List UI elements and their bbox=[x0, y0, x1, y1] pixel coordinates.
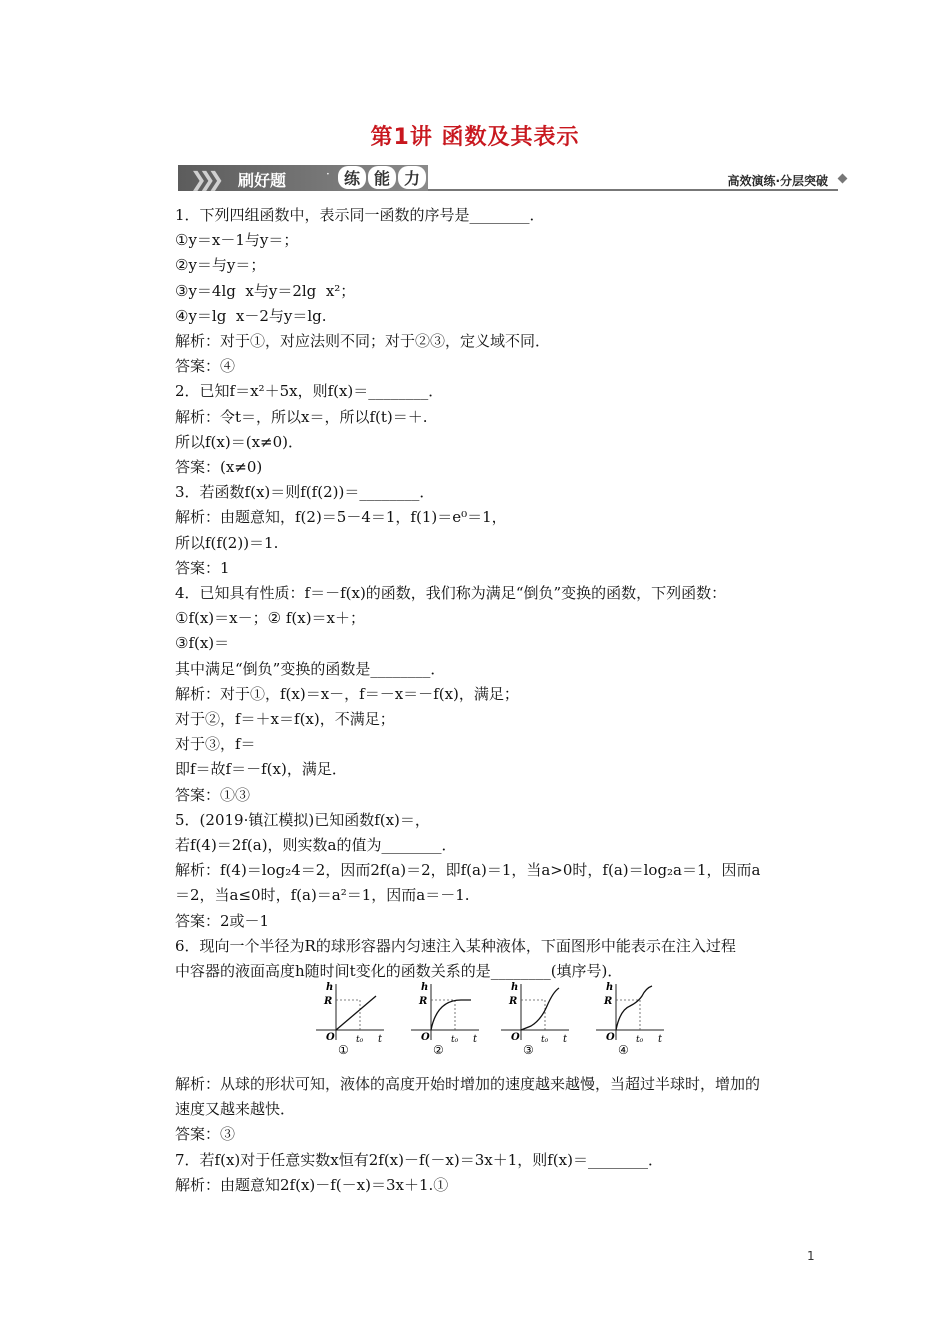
banner-chip: 练 bbox=[338, 166, 366, 189]
label-origin: O bbox=[421, 1032, 430, 1043]
label-origin: O bbox=[326, 1032, 335, 1043]
text-line: 解析：由题意知2f(x)－f(－x)＝3x＋1.① bbox=[175, 1175, 449, 1194]
axis-label-h: h bbox=[606, 982, 614, 993]
text-line: 2．已知f＝x²＋5x，则f(x)＝________． bbox=[175, 382, 444, 401]
text-line: ④y＝lg x－2与y＝lg. bbox=[175, 306, 327, 325]
label-t0: t₀ bbox=[541, 1035, 549, 1045]
figure-row bbox=[312, 980, 672, 1055]
label-r: R bbox=[324, 996, 333, 1007]
text-line: 解析：从球的形状可知，液体的高度开始时增加的速度越来越慢，当超过半球时，增加的 bbox=[175, 1075, 761, 1093]
text-line: ②y＝与y＝； bbox=[175, 256, 266, 275]
text-line: 解析：令t＝，所以x＝，所以f(t)＝＋. bbox=[175, 407, 428, 426]
text-line: 速度又越来越快． bbox=[175, 1100, 296, 1119]
chevron-right-icon: ❯❯❯ bbox=[190, 167, 217, 191]
text-line: 5．(2019·镇江模拟)已知函数f(x)＝， bbox=[175, 810, 430, 829]
text-line: 其中满足“倒负”变换的函数是________． bbox=[175, 659, 446, 678]
axis-label-h: h bbox=[326, 982, 334, 993]
text-line: 7．若f(x)对于任意实数x恒有2f(x)－f(－x)＝3x＋1，则f(x)＝________． bbox=[175, 1150, 663, 1169]
page-title: 第1讲 函数及其表示 bbox=[370, 125, 580, 150]
text-line: 答案：③ bbox=[175, 1125, 236, 1144]
page-number: 1 bbox=[807, 1249, 815, 1263]
text-line: 解析：对于①，f(x)＝x－，f＝－x＝－f(x)，满足； bbox=[175, 684, 519, 703]
text-line: ①y＝x－1与y＝； bbox=[175, 231, 299, 250]
axis-label-t: t bbox=[563, 1034, 568, 1045]
label-r: R bbox=[509, 996, 518, 1007]
text-line: 解析：f(4)＝log₂4＝2，因而2f(a)＝2，即f(a)＝1，当a>0时，f(a)＝log₂a＝1，因而a bbox=[175, 861, 761, 880]
text-line: 1．下列四组函数中，表示同一函数的序号是________． bbox=[175, 206, 545, 224]
banner-dot: · bbox=[326, 167, 330, 181]
label-t0: t₀ bbox=[636, 1035, 644, 1045]
exercise-body bbox=[175, 203, 815, 984]
text-line: ③f(x)＝ bbox=[175, 634, 230, 653]
text-line: 若f(4)＝2f(a)，则实数a的值为________． bbox=[175, 836, 457, 855]
text-line: ①f(x)＝x－；② f(x)＝x＋； bbox=[175, 609, 366, 628]
label-origin: O bbox=[606, 1032, 615, 1043]
text-line: 对于②，f＝＋x＝f(x)，不满足； bbox=[175, 710, 395, 729]
banner-chips bbox=[336, 166, 426, 189]
text-line: 解析：对于①，对应法则不同；对于②③，定义域不同． bbox=[175, 332, 551, 351]
text-line: 中容器的液面高度h随时间t变化的函数关系的是________(填序号)． bbox=[175, 962, 623, 981]
text-line: 即f＝故f＝－f(x)，满足． bbox=[175, 760, 347, 779]
text-line: 所以f(x)＝(x≠0)． bbox=[175, 432, 303, 451]
axis-label-t: t bbox=[473, 1034, 478, 1045]
label-t0: t₀ bbox=[451, 1035, 459, 1045]
text-line: 所以f(f(2))＝1. bbox=[175, 533, 279, 552]
axis-label-h: h bbox=[421, 982, 429, 993]
banner-chip: 力 bbox=[398, 166, 426, 189]
axis-label-h: h bbox=[511, 982, 519, 993]
text-line: ③y＝4lg x与y＝2lg x²； bbox=[175, 281, 356, 300]
curve bbox=[521, 988, 559, 1030]
graph-caption: ① bbox=[338, 1043, 349, 1055]
diamond-icon bbox=[838, 174, 848, 184]
curve bbox=[616, 986, 652, 1030]
text-line: 6．现向一个半径为R的球形容器内匀速注入某种液体，下面图形中能表示在注入过程 bbox=[175, 936, 736, 955]
label-r: R bbox=[419, 996, 428, 1007]
text-line: 3．若函数f(x)＝则f(f(2))＝________． bbox=[175, 483, 435, 502]
banner-divider bbox=[428, 189, 838, 191]
text-line: 答案：(x≠0) bbox=[175, 458, 263, 477]
text-line: 答案：2或－1 bbox=[175, 911, 270, 930]
section-banner bbox=[178, 163, 848, 193]
label-t0: t₀ bbox=[356, 1035, 364, 1045]
banner-subtitle: 高效演练·分层突破 bbox=[727, 174, 828, 188]
axis-label-t: t bbox=[658, 1034, 663, 1045]
text-line: 答案：1 bbox=[175, 558, 230, 577]
graph-caption: ④ bbox=[618, 1043, 629, 1055]
text-line: 解析：由题意知，f(2)＝5－4＝1，f(1)＝e⁰＝1， bbox=[175, 508, 507, 527]
text-line: ＝2，当a≤0时，f(a)＝a²＝1，因而a＝－1. bbox=[175, 886, 470, 905]
banner-label: 刷好题 bbox=[238, 171, 287, 190]
text-line: 答案：④ bbox=[175, 357, 236, 376]
graph-set bbox=[312, 980, 672, 1055]
graph-4 bbox=[596, 982, 664, 1055]
curve bbox=[336, 996, 376, 1030]
label-r: R bbox=[604, 996, 613, 1007]
text-line: 对于③，f＝ bbox=[175, 735, 256, 754]
curve bbox=[431, 1000, 471, 1030]
axis-label-t: t bbox=[378, 1034, 383, 1045]
graph-3 bbox=[501, 982, 569, 1055]
graph-2 bbox=[411, 982, 479, 1055]
graph-1 bbox=[316, 982, 384, 1055]
graph-caption: ③ bbox=[523, 1043, 534, 1055]
graph-caption: ② bbox=[433, 1043, 444, 1055]
text-line: 答案：①③ bbox=[175, 785, 251, 804]
label-origin: O bbox=[511, 1032, 520, 1043]
banner-chip: 能 bbox=[368, 166, 396, 189]
text-line: 4．已知具有性质：f＝－f(x)的函数，我们称为满足“倒负”变换的函数，下列函数： bbox=[175, 584, 727, 603]
exercise-body-continued bbox=[175, 1072, 815, 1198]
